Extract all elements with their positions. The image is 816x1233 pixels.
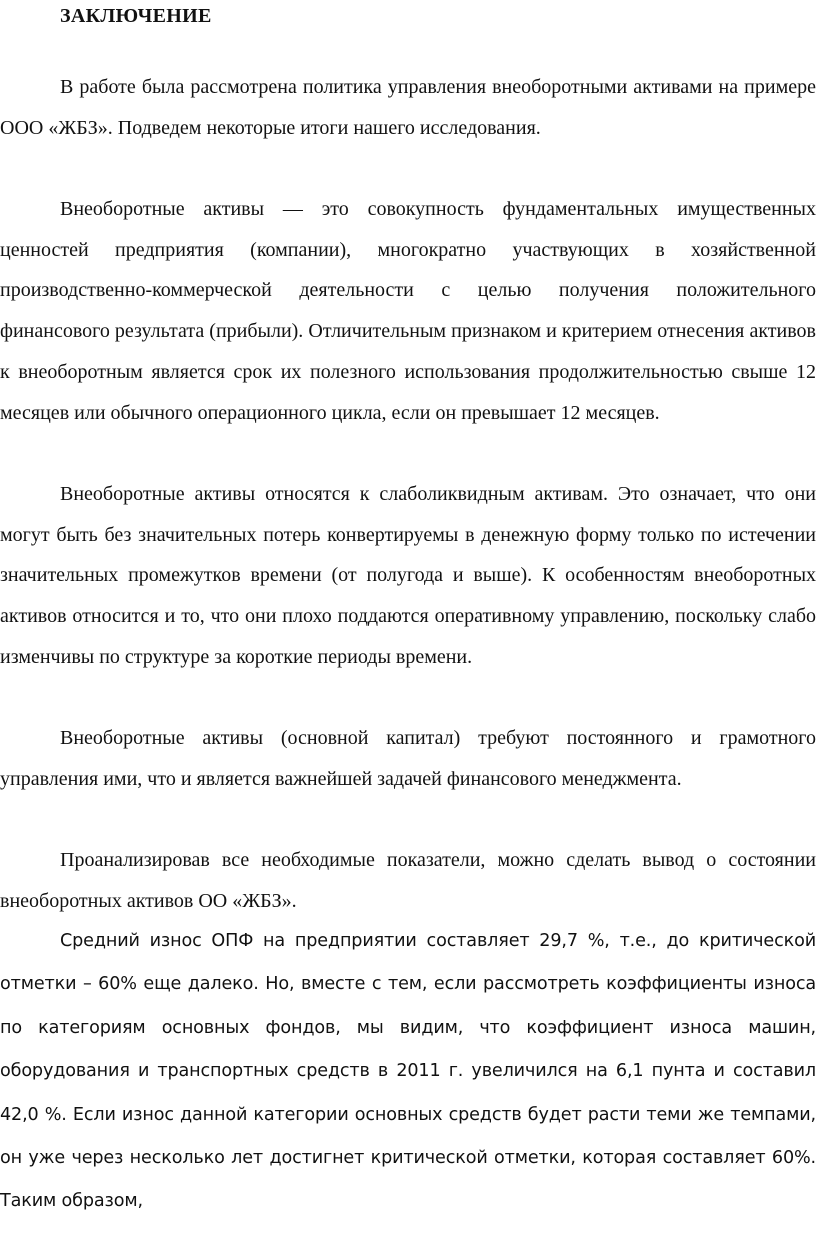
paragraph-depreciation: Средний износ ОПФ на предприятии составляет 29,7 %, т.е., до критической отметки – 60% еще далеко. Но, вместе с тем, если рассмотреть коэффициенты износа по категориям основных фондов, мы видим, что коэффициент износа машин, оборудования и транспортных средств в 2011 г. увеличился на 6,1 пунта и составил 42,0 %. Если износ данной категории основных средств будет расти теми же темпами, он уже через несколько лет достигнет критической отметки, которая составляет 60%. Таким образом, xyxy=(0,931,816,1212)
paragraph-analysis: Проанализировав все необходимые показатели, можно сделать вывод о состоянии внеоборотных активов ОО «ЖБЗ». xyxy=(0,849,816,912)
paragraph-intro: В работе была рассмотрена политика управления внеоборотными активами на примере ООО «ЖБЗ». Подведем некоторые итоги нашего исследования. xyxy=(0,76,816,139)
paragraph-definition: Внеоборотные активы — это совокупность фундаментальных имущественных ценностей предприятия (компании), многократно участвующих в хозяйственной производственно-коммерческой деятельности с целью получения положительного финансового результата (прибыли). Отличительным признаком и критерием отнесения активов к внеоборотным является срок их полезного использования продолжительностью свыше 12 месяцев или обычного операционного цикла, если он превышает 12 месяцев. xyxy=(0,198,816,424)
document-heading: ЗАКЛЮЧЕНИЕ xyxy=(60,5,212,27)
paragraph-management: Внеоборотные активы (основной капитал) требуют постоянного и грамотного управления ими, что и является важнейшей задачей финансового менеджмента. xyxy=(0,727,816,790)
paragraph-liquidity: Внеоборотные активы относятся к слаболиквидным активам. Это означает, что они могут быть без значительных потерь конвертируемы в денежную форму только по истечении значительных промежутков времени (от полугода и выше). К особенностям внеоборотных активов относится и то, что они плохо поддаются оперативному управлению, поскольку слабо изменчивы по структуре за короткие периоды времени. xyxy=(0,483,816,668)
